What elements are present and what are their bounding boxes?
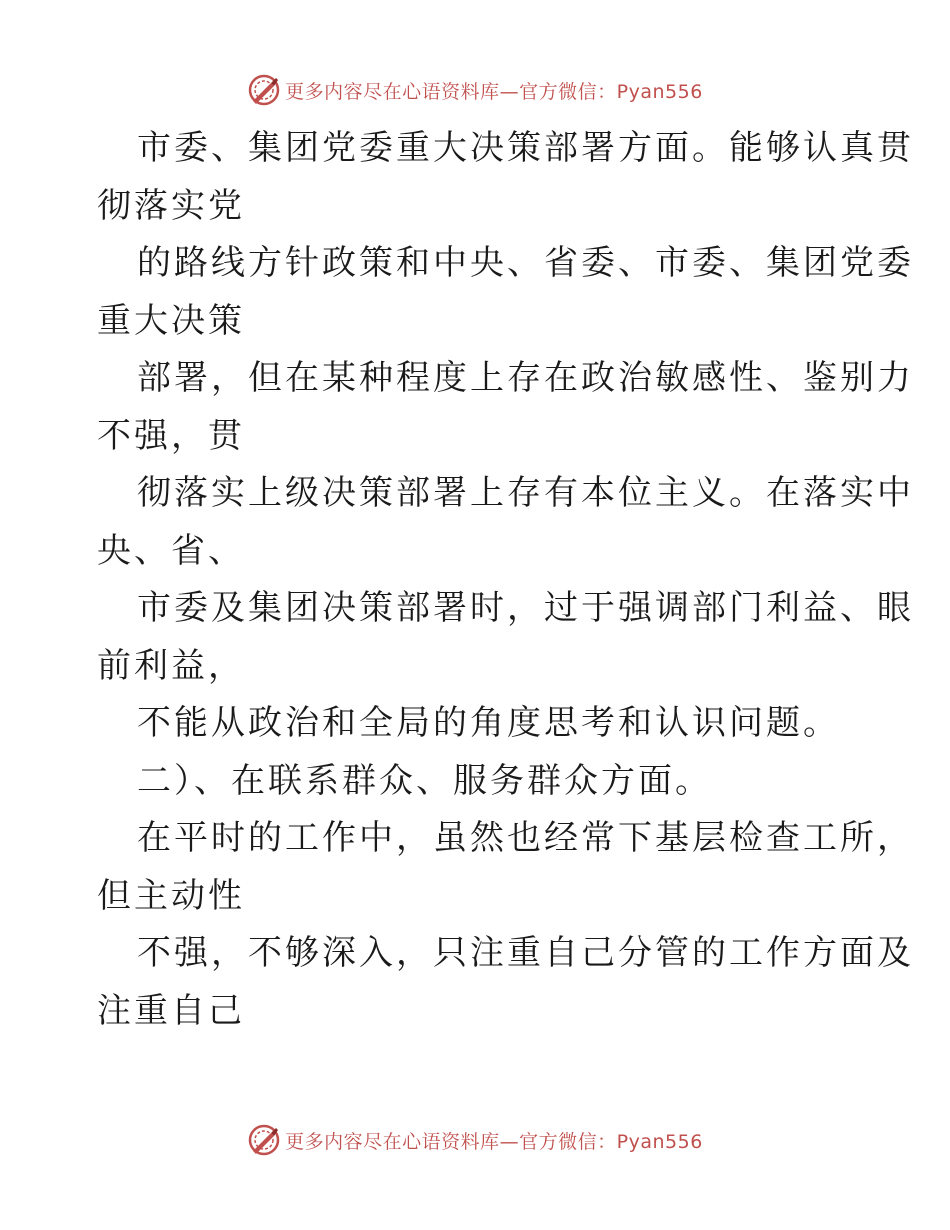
header-watermark [0,70,950,110]
paragraph-line: 前利益， [97,645,245,686]
paragraph-line: 但主动性 [97,875,245,916]
paragraph-line: 市委、集团党委重大决策部署方面。能够认真贯 [137,128,914,168]
paragraph-line: 二）、在联系群众、服务群众方面。 [137,760,712,801]
paragraph-line: 央、省、 [97,530,245,571]
paragraph-line: 的路线方针政策和中央、省委、市委、集团党委 [137,243,914,283]
brush-seal-icon [247,1123,281,1157]
paragraph-line: 市委及集团决策部署时，过于强调部门利益、眼 [137,588,914,628]
paragraph-line: 不强，不够深入，只注重自己分管的工作方面及 [137,933,914,973]
paragraph-line: 重大决策 [97,300,245,341]
paragraph-line: 彻落实上级决策部署上存有本位主义。在落实中 [137,473,914,513]
paragraph-line: 注重自己 [97,990,245,1031]
document-body [97,120,914,1040]
watermark-text: 更多内容尽在心语资料库—官方微信：Pyan556 [285,1130,703,1153]
watermark-text: 更多内容尽在心语资料库—官方微信：Pyan556 [285,80,703,103]
brush-seal-icon [247,73,281,107]
footer-watermark [0,1120,950,1160]
paragraph-line: 在平时的工作中，虽然也经常下基层检查工所， [137,818,914,858]
paragraph-line: 部署，但在某种程度上存在政治敏感性、鉴别力 [137,358,914,398]
paragraph-line: 彻落实党 [97,185,245,226]
paragraph-line: 不能从政治和全局的角度思考和认识问题。 [137,703,840,743]
paragraph-line: 不强，贯 [97,415,245,456]
